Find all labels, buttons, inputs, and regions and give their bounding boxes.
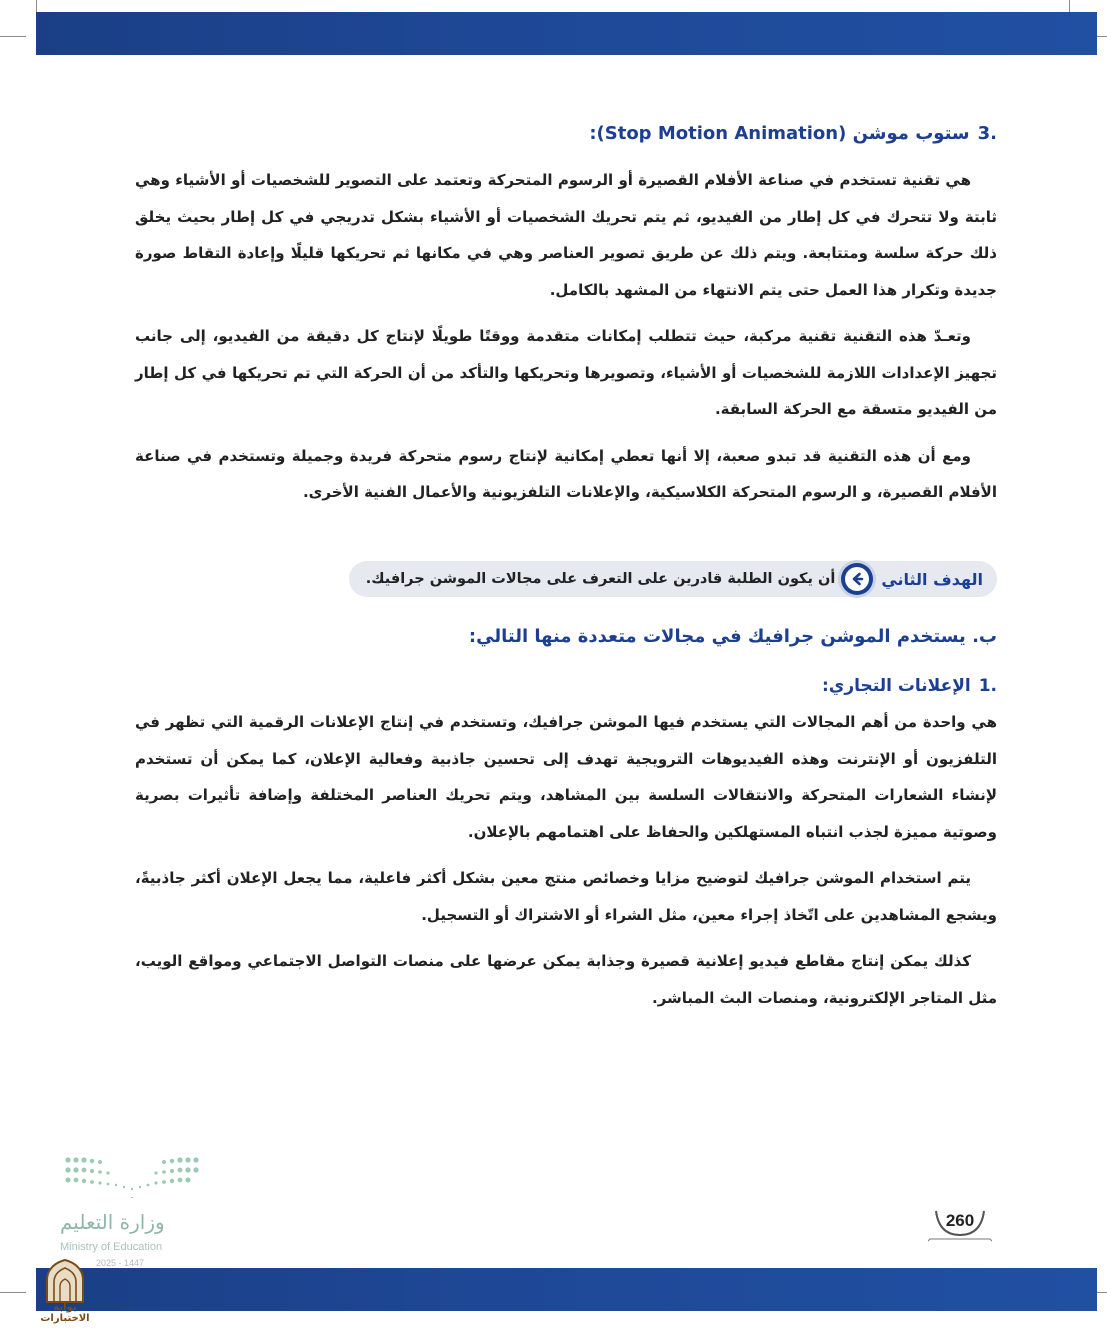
ministry-name-arabic: وزارة التعليم (60, 1210, 165, 1234)
crop-mark (0, 1292, 26, 1293)
header-band (36, 12, 1097, 55)
paragraph: وتعـدّ هذه التقنية تقنية مركبة، حيث تتطلب إمكانات متقدمة ووقتًا طويلًا لإنتاج كل دقيقة من الفيديو، إلى جانب تجهيز الإعدادات اللازمة للشخصيات أو الأشياء، وتصويرها وتحريكها والتأكد من أن الحركة التي تم تحريكها في كل إطار من الفيديو متسقة مع الحركة السابقة. (135, 327, 997, 418)
mosque-icon (30, 1258, 100, 1304)
goal-title: الهدف الثاني (881, 569, 983, 589)
paragraph: هي تقنية تستخدم في صناعة الأفلام القصيرة أو الرسوم المتحركة وتعتمد على التصوير للشخصيات أو الأشياء وهي ثابتة ولا تتحرك في كل إطار من الفيديو، ثم يتم تحريك الشخصيات أو الأشياء بشكل تدريجي في كل إطار بحيث يخلق ذلك حركة سلسة ومتتابعة. ويتم ذلك عن طريق تصوير العناصر وهي في مكانها ثم تحريكها قليلًا وإعادة التقاط صورة جديدة وتكرار هذا العمل حتى يتم الانتهاء من المشهد بالكامل. (135, 171, 997, 299)
crop-mark (1069, 0, 1070, 12)
item-1-number: .1 (978, 676, 997, 696)
item-1 (135, 670, 997, 1026)
section-3 (135, 118, 997, 521)
paragraph: يتم استخدام الموشن جرافيك لتوضيح مزايا وخصائص منتج معين بشكل أكثر فاعلية، مما يجعل الإعلان أكثر جاذبيةً، ويشجع المشاهدين على اتّخاذ إجراء معين، مثل الشراء أو الاشتراك أو التسجيل. (135, 869, 997, 924)
ministry-year: 2025 - 1447 (96, 1258, 145, 1268)
item-1-heading (135, 670, 997, 702)
section-3-title: ستوب موشن (Stop Motion Animation): (589, 123, 970, 144)
paragraph: هي واحدة من أهم المجالات التي يستخدم فيها الموشن جرافيك، وتستخدم في إنتاج الإعلانات الرقمية التي تظهر في التلفزيون أو الإنترنت وهذه الفيديوهات الترويجية تهدف إلى تحسين جاذبية وفعالية الإعلان، كما يمكن أن تستخدم لإنشاء الشعارات المتحركة والانتقالات السلسة بين المشاهد، ويتم تحريك العناصر المختلفة وإضافة تأثيرات بصرية وصوتية مميزة لجذب انتباه المستهلكين والحفاظ على اهتمامهم بالإعلان. (135, 713, 997, 841)
watermark-text: بوابة الاختبارات (40, 1302, 90, 1324)
section-b-heading: ب. يستخدم الموشن جرافيك في مجالات متعددة منها التالي: (468, 626, 997, 647)
ministry-name-english: Ministry of Education (60, 1241, 163, 1253)
page-number (928, 1205, 992, 1243)
page-number-text: 260 (945, 1211, 975, 1230)
section-3-number: .3 (977, 123, 997, 144)
crop-mark (0, 36, 26, 37)
crop-mark (36, 0, 37, 12)
section-3-heading (135, 118, 997, 150)
item-1-title: الإعلانات التجاري: (821, 676, 971, 696)
goal-banner (349, 561, 997, 597)
arrow-left-icon (841, 563, 873, 595)
ministry-logo-dots-icon (62, 1154, 202, 1198)
goal-text: أن يكون الطلبة قادرين على التعرف على مجالات الموشن جرافيك. (365, 571, 836, 587)
watermark-logo (30, 1258, 100, 1324)
paragraph: ومع أن هذه التقنية قد تبدو صعبة، إلا أنها تعطي إمكانية لإنتاج رسوم متحركة فريدة وجميلة وتستخدم في صناعة الأفلام القصيرة، و الرسوم المتحركة الكلاسيكية، والإعلانات التلفزيونية والأعمال الفنية الأخرى. (135, 446, 997, 501)
ministry-logo (58, 1150, 208, 1270)
footer-band (36, 1268, 1097, 1311)
paragraph: كذلك يمكن إنتاج مقاطع فيديو إعلانية قصيرة وجذابة يمكن عرضها على منصات التواصل الاجتماعي ومواقع الويب، مثل المتاجر الإلكترونية، ومنصات البث المباشر. (135, 952, 997, 1007)
